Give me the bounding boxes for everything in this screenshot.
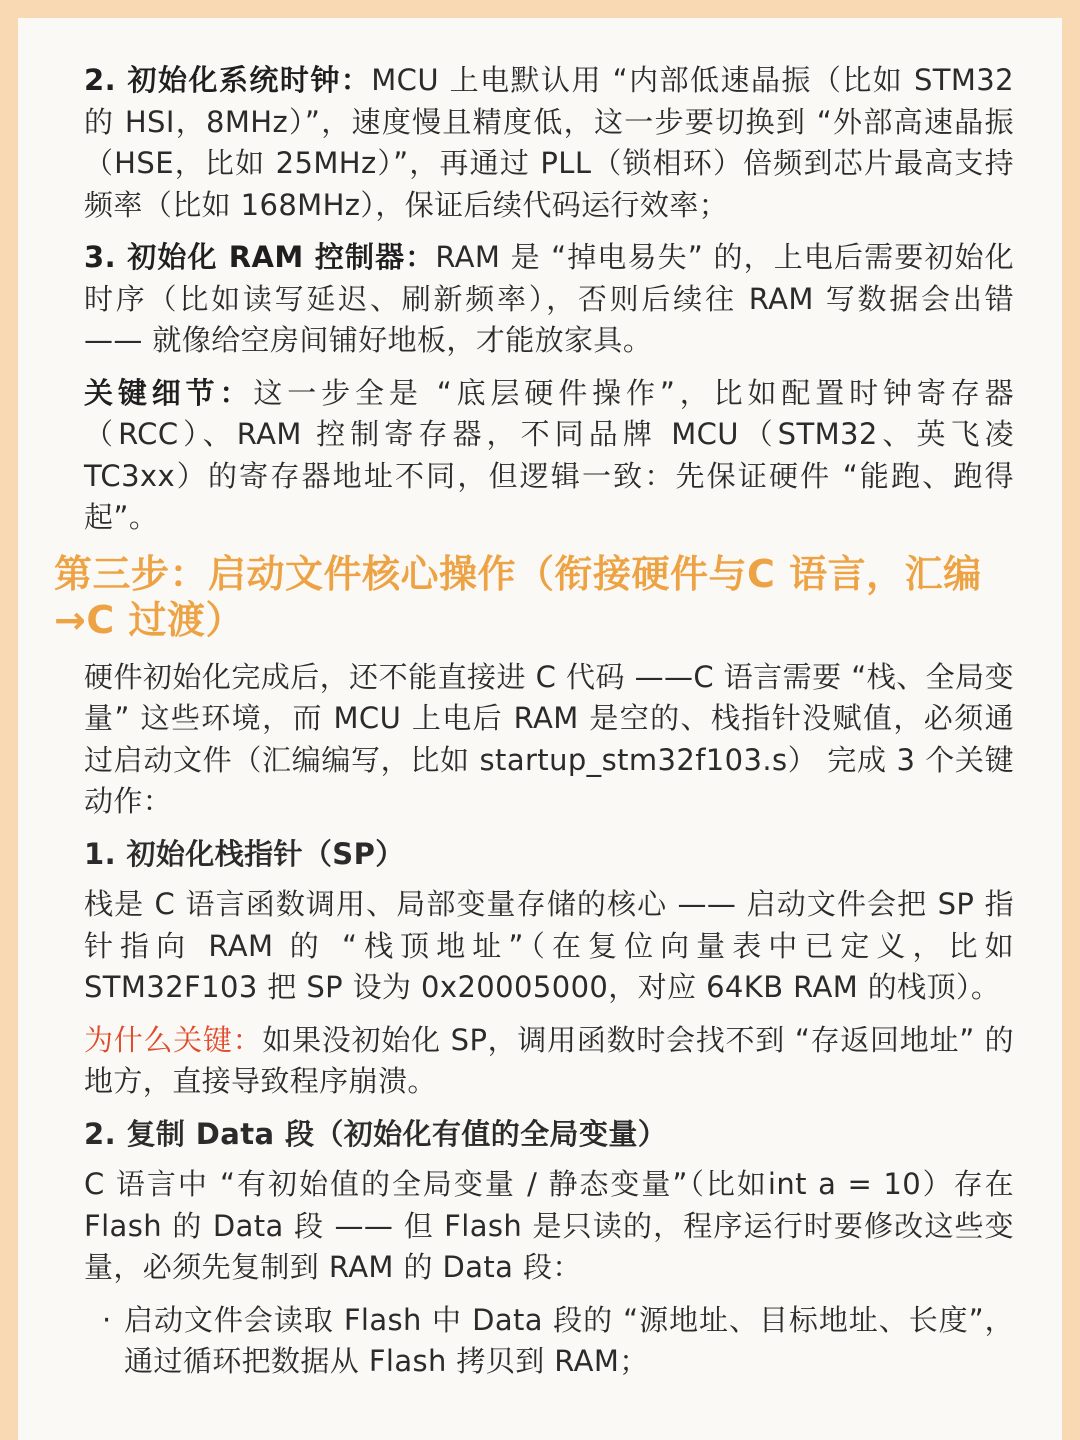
paragraph-key-detail — [84, 373, 1014, 539]
subheading-copy-data: 2. 复制 Data 段（初始化有值的全局变量） — [84, 1116, 668, 1151]
why-key-text: 如果没初始化 SP，调用函数时会找不到 “存返回地址” 的地方，直接导致程序崩溃。 — [84, 1022, 1015, 1098]
article-card — [18, 18, 1062, 1440]
why-key-label: 为什么关键： — [84, 1022, 263, 1057]
section-intro: 硬件初始化完成后，还不能直接进 C 代码 ——C 语言需要 “栈、全局变量” 这些环境，而 MCU 上电后 RAM 是空的、栈指针没赋值，必须通过启动文件（汇编编写，比如 startup_stm32f103.s） 完成 3 个关键动作： — [84, 659, 1014, 818]
list-item — [84, 1300, 1014, 1383]
bullet-dot: · — [102, 1302, 112, 1337]
key-detail-text: 这一步全是 “底层硬件操作”，比如配置时钟寄存器（RCC）、RAM 控制寄存器，不同品牌 MCU（STM32、英飞凌 TC3xx）的寄存器地址不同，但逻辑一致：先保证硬件 “能跑、跑得起”。 — [84, 375, 1014, 534]
article-body — [54, 60, 1015, 1394]
paragraph-init-ram — [84, 237, 1014, 362]
key-detail-label: 关键细节： — [84, 375, 254, 410]
section-heading: 第三步：启动文件核心操作（衔接硬件与C 语言，汇编→C 过渡） — [54, 551, 982, 642]
subheading-init-sp: 1. 初始化栈指针（SP） — [84, 836, 405, 871]
paragraph-copy-data: C 语言中 “有初始值的全局变量 / 静态变量”（比如int a = 10）存在 Flash 的 Data 段 —— 但 Flash 是只读的，程序运行时要修改这些变量，必须先复制到 RAM 的 Data 段： — [84, 1167, 1014, 1284]
paragraph-init-clock — [84, 60, 1014, 226]
item-title-init-clock: 2. 初始化系统时钟： — [84, 63, 372, 97]
list-item-text: 启动文件会读取 Flash 中 Data 段的 “源地址、目标地址、长度”，通过循环把数据从 Flash 拷贝到 RAM； — [124, 1302, 1014, 1378]
item-text-init-clock: MCU 上电默认用 “内部低速晶振（比如 STM32 的 HSI，8MHz）”，速度慢且精度低，这一步要切换到 “外部高速晶振（HSE，比如 25MHz）”，再通过 PLL（锁相环）倍频到芯片最高支持频率（比如 168MHz），保证后续代码运行效率； — [84, 63, 1014, 222]
item-text-init-ram: RAM 是 “掉电易失” 的，上电后需要初始化时序（比如读写延迟、刷新频率），否则后续往 RAM 写数据会出错 —— 就像给空房间铺好地板，才能放家具。 — [84, 240, 1014, 357]
paragraph-why-key — [84, 1020, 1014, 1103]
item-title-init-ram: 3. 初始化 RAM 控制器： — [84, 240, 436, 274]
paragraph-init-sp: 栈是 C 语言函数调用、局部变量存储的核心 —— 启动文件会把 SP 指针指向 RAM 的 “栈顶地址”（在复位向量表中已定义，比如 STM32F103 把 SP 设为 0x20005000，对应 64KB RAM 的栈顶）。 — [84, 887, 1014, 1004]
